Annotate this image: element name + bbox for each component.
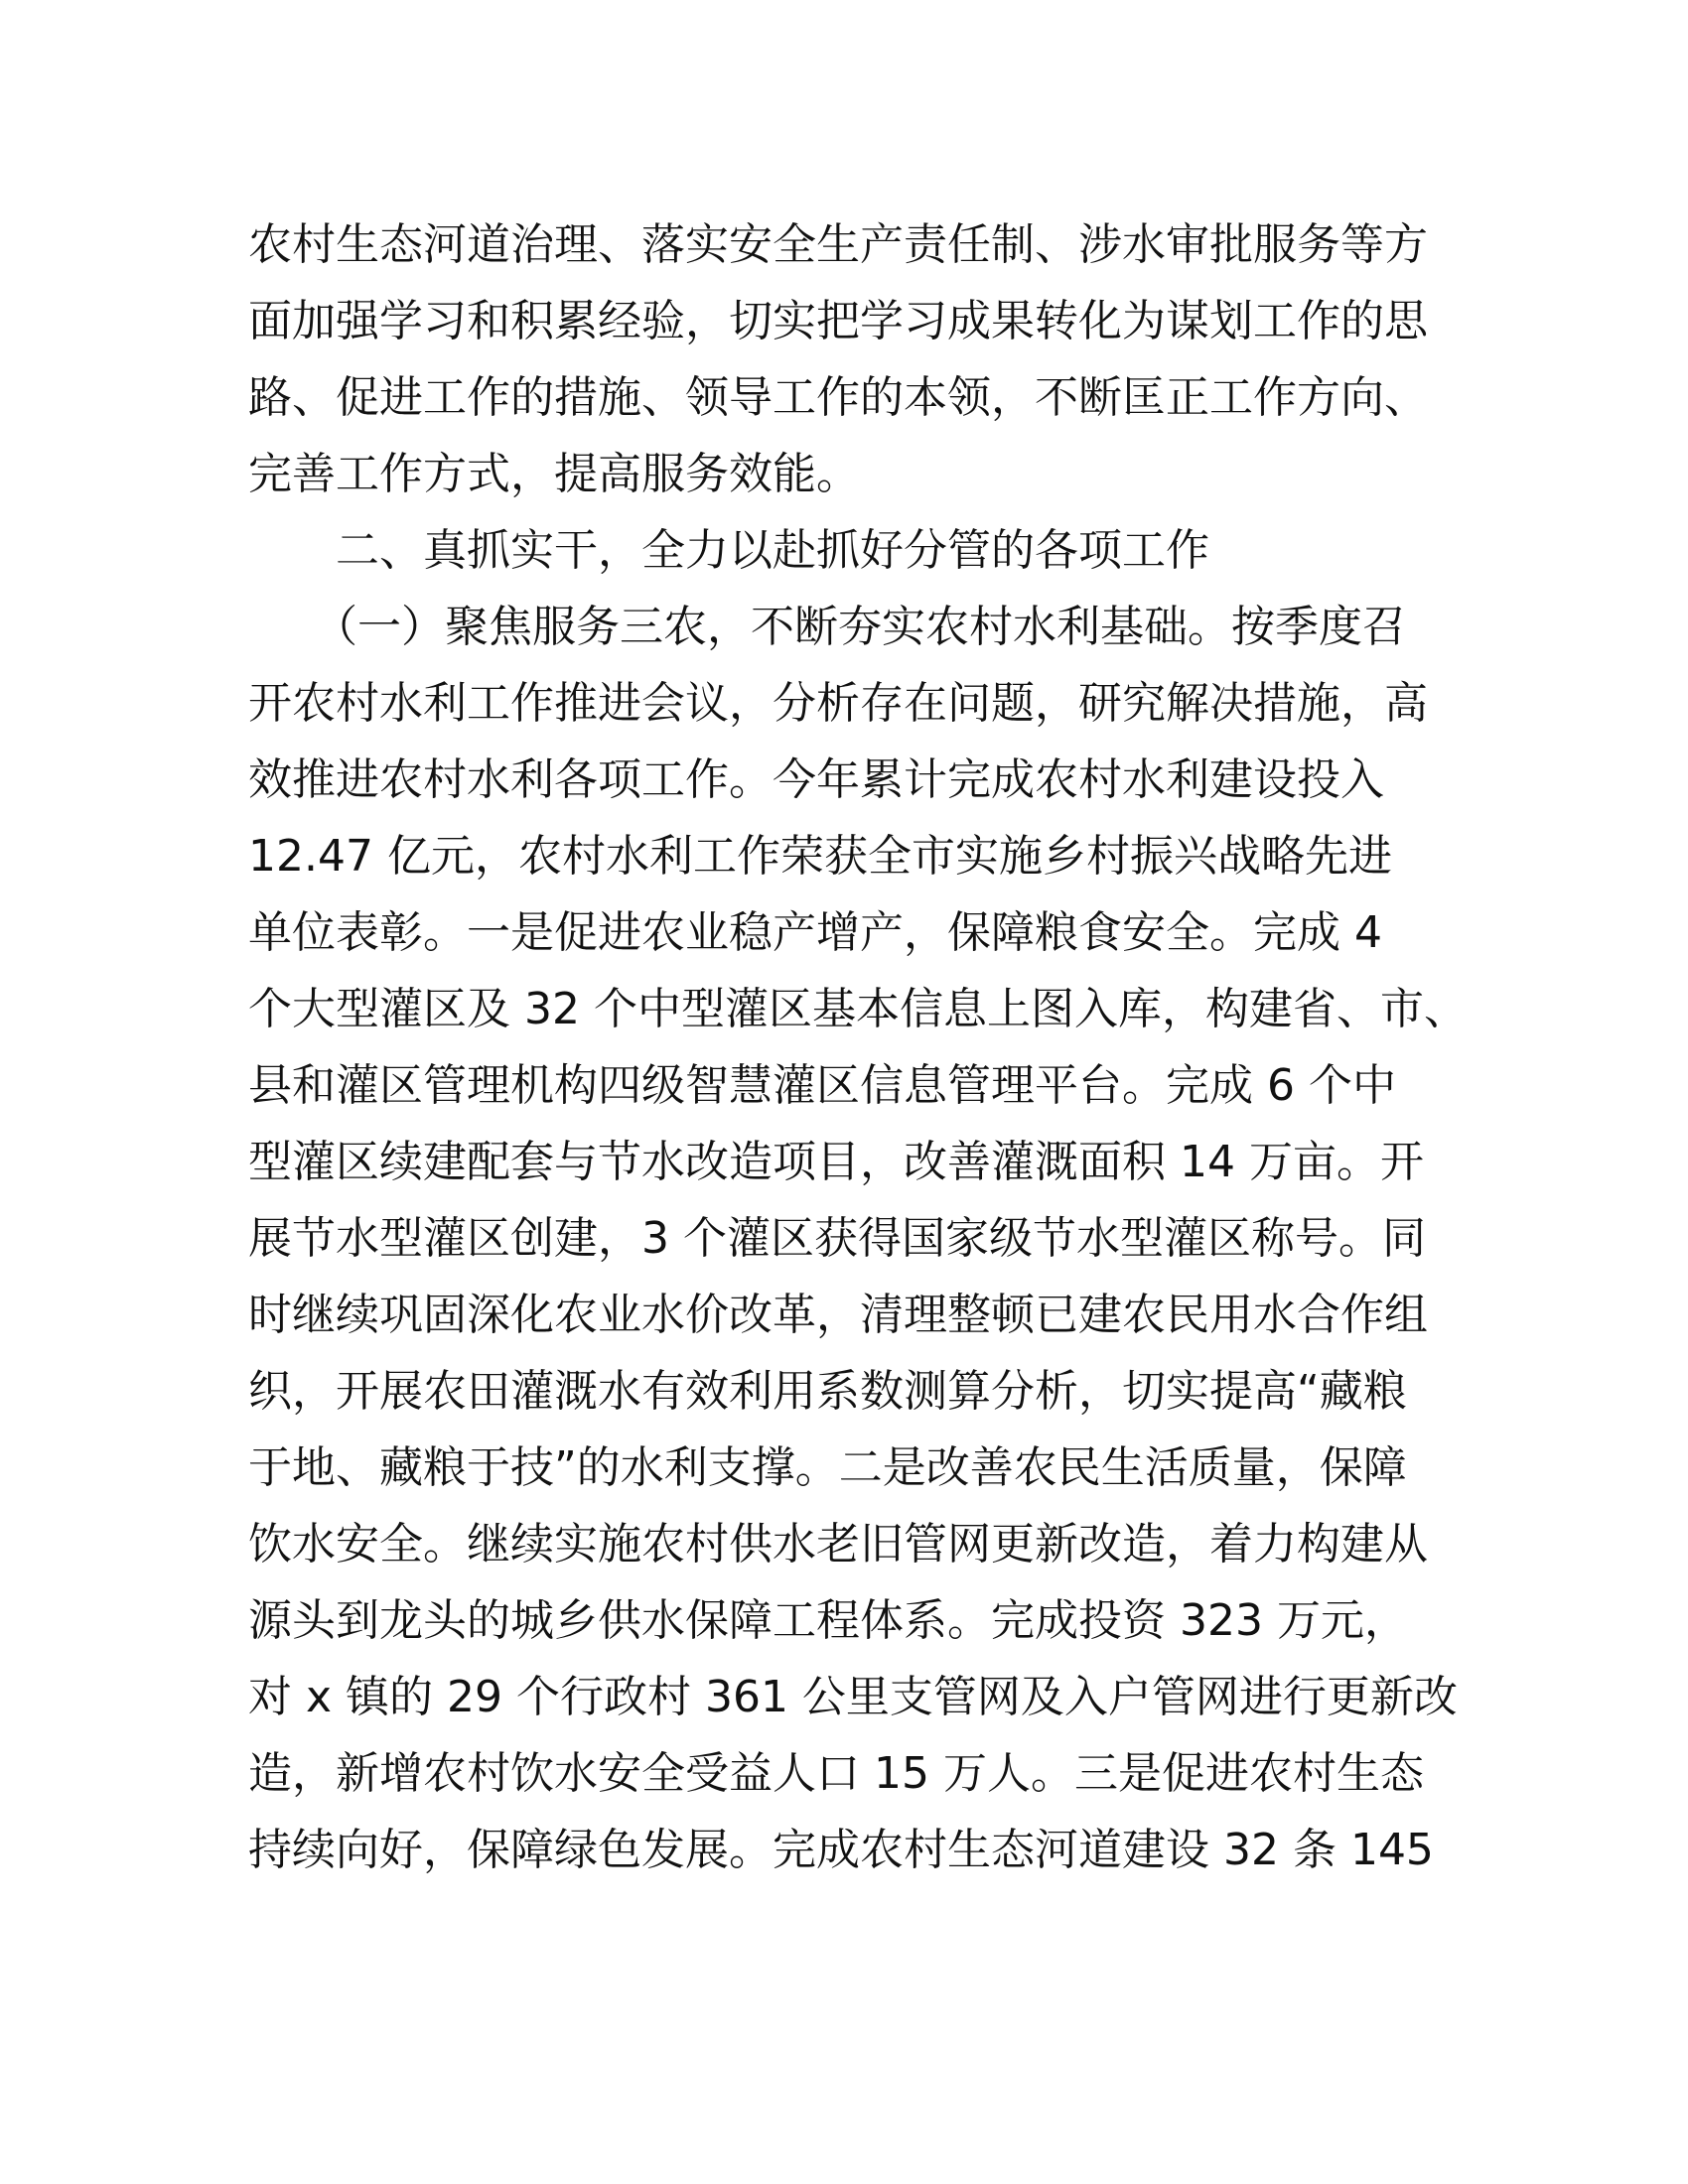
text-line: 时继续巩固深化农业水价改革，清理整顿已建农民用水合作组	[248, 1290, 1428, 1340]
text-line: 对 x 镇的 29 个行政村 361 公里支管网及入户管网进行更新改	[248, 1672, 1458, 1722]
text-line: 于地、藏粮于技”的水利支撑。二是改善农民生活质量，保障	[248, 1442, 1407, 1493]
text-line: 展节水型灌区创建，3 个灌区获得国家级节水型灌区称号。同	[248, 1213, 1426, 1264]
text-line: 效推进农村水利各项工作。今年累计完成农村水利建设投入	[248, 754, 1384, 805]
text-line: 12.47 亿元，农村水利工作荣获全市实施乡村振兴战略先进	[248, 831, 1392, 882]
text-line: 个大型灌区及 32 个中型灌区基本信息上图入库，构建省、市、	[248, 984, 1468, 1034]
text-line: 农村生态河道治理、落实安全生产责任制、涉水审批服务等方	[248, 219, 1428, 270]
text-line: 源头到龙头的城乡供水保障工程体系。完成投资 323 万元，	[248, 1595, 1408, 1646]
body-text	[248, 206, 1468, 1888]
text-line: 完善工作方式，提高服务效能。	[248, 449, 860, 499]
text-line: 单位表彰。一是促进农业稳产增产，保障粮食安全。完成 4	[248, 907, 1382, 958]
text-line: 路、促进工作的措施、领导工作的本领，不断匡正工作方向、	[248, 372, 1428, 423]
text-line: 织，开展农田灌溉水有效利用系数测算分析，切实提高“藏粮	[248, 1366, 1407, 1417]
text-line: 开农村水利工作推进会议，分析存在问题，研究解决措施，高	[248, 678, 1428, 729]
text-line: 持续向好，保障绿色发展。完成农村生态河道建设 32 条 145	[248, 1825, 1434, 1875]
text-line: 饮水安全。继续实施农村供水老旧管网更新改造，着力构建从	[248, 1519, 1428, 1570]
section-heading: 二、真抓实干，全力以赴抓好分管的各项工作	[248, 525, 1209, 576]
text-line: 县和灌区管理机构四级智慧灌区信息管理平台。完成 6 个中	[248, 1060, 1396, 1111]
subsection-heading-line: （一）聚焦服务三农，不断夯实农村水利基础。按季度召	[248, 602, 1406, 652]
text-line: 面加强学习和积累经验，切实把学习成果转化为谋划工作的思	[248, 296, 1428, 346]
text-line: 型灌区续建配套与节水改造项目，改善灌溉面积 14 万亩。开	[248, 1137, 1424, 1187]
text-line: 造，新增农村饮水安全受益人口 15 万人。三是促进农村生态	[248, 1748, 1424, 1799]
